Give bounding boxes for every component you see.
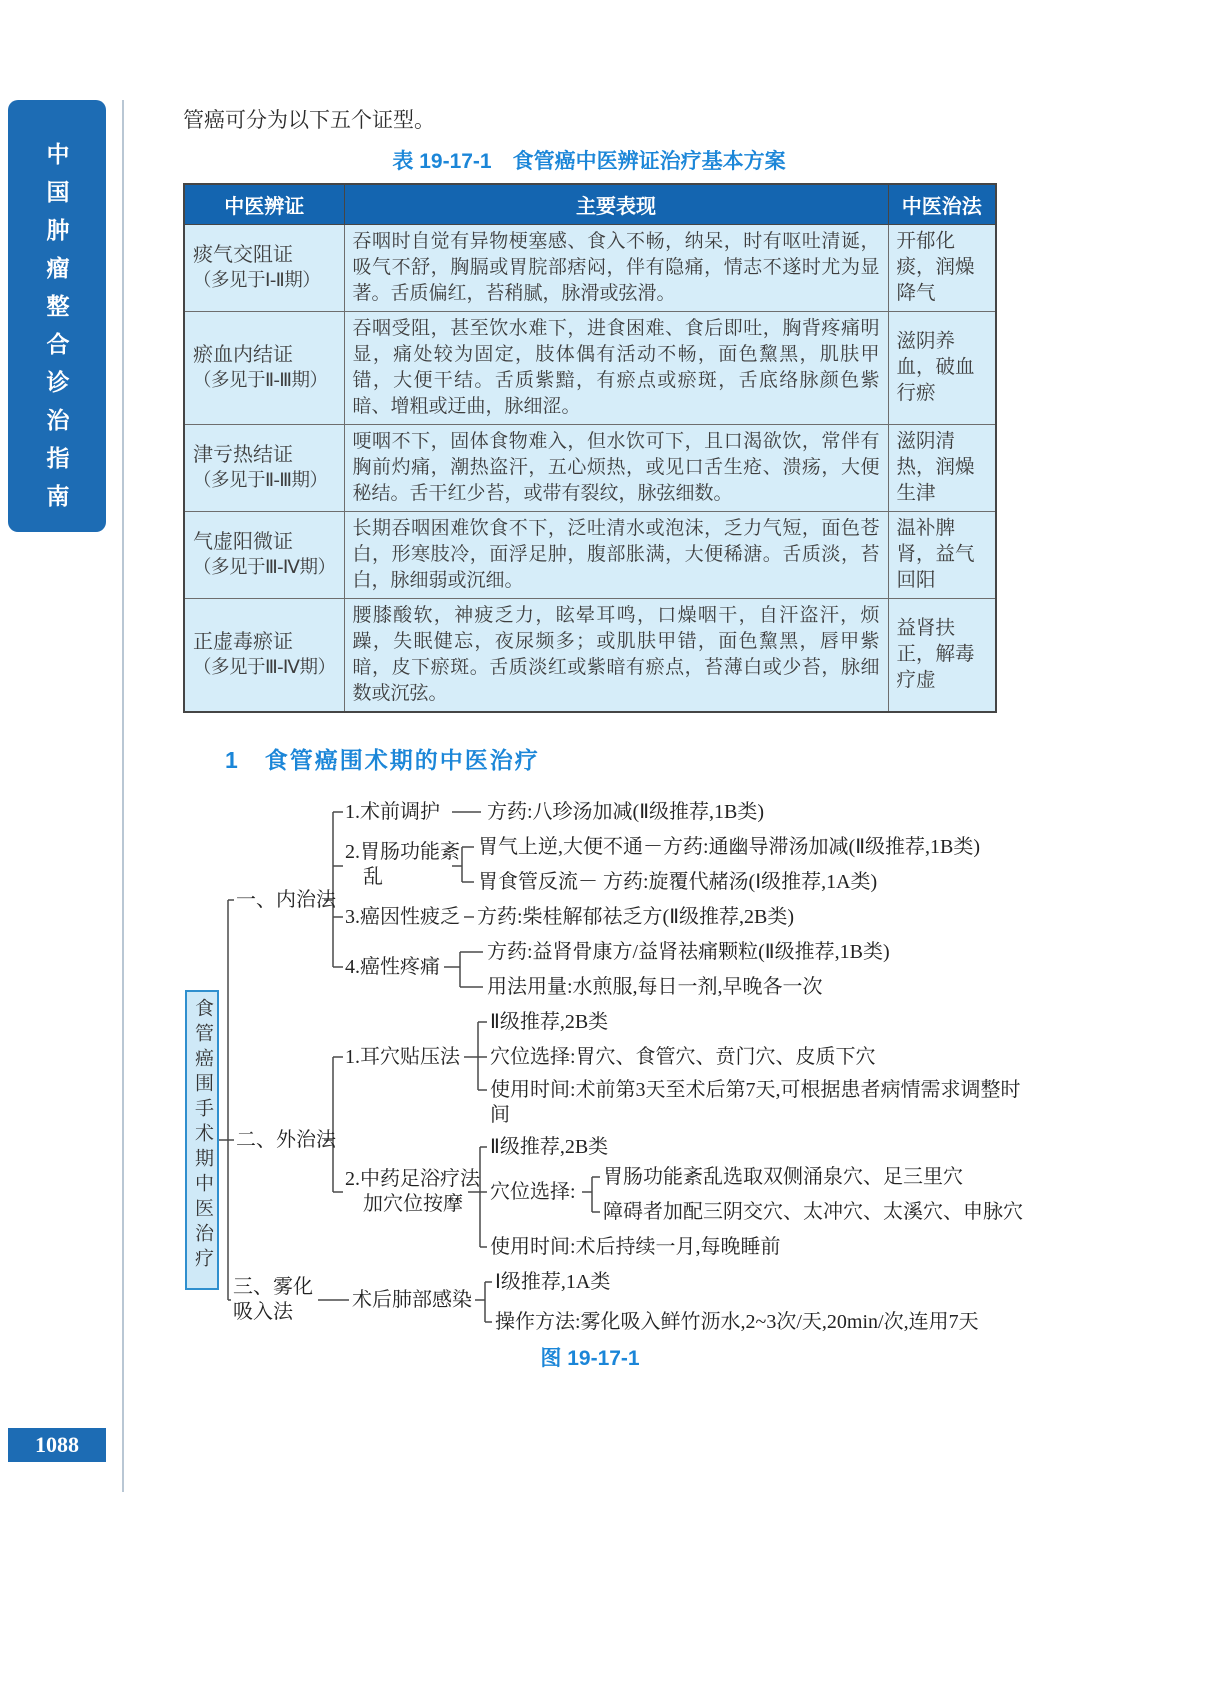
node-ear-points: 穴位选择:胃穴、食管穴、贲门穴、皮质下穴 [490,1046,876,1068]
treatment-cell: 开郁化痰，润燥降气 [888,225,996,312]
syndrome-cell [184,512,344,599]
syndrome-cell [184,425,344,512]
figure-root-label: 食管癌围手术期中医治疗 [192,998,213,1273]
syndrome-name: 气虚阳微证 [193,531,293,553]
node-pain-label: 4.癌性疼痛 [345,956,440,978]
table-header-row [184,184,996,225]
node-gi-detail-2: 胃食管反流－ 方药:旋覆代赭汤(Ⅰ级推荐,1A类) [478,871,878,893]
branch-external-label: 二、外治法 [236,1129,336,1151]
col-header-treatment: 中医治法 [888,184,996,225]
node-gi-detail-1: 胃气上逆,大便不通－方药:通幽导滞汤加减(Ⅱ级推荐,1B类) [478,836,981,858]
col-header-syndrome: 中医辨证 [184,184,344,225]
node-gi-label: 2.胃肠功能紊乱 [345,841,460,888]
syndrome-stage: （多见于Ⅱ-Ⅲ期） [193,471,328,491]
table-row [184,312,996,425]
node-foot-points-2: 障碍者加配三阴交穴、太冲穴、太溪穴、申脉穴 [603,1201,1023,1223]
figure-root-node [185,990,219,1290]
node-preop-detail: 方药:八珍汤加减(Ⅱ级推荐,1B类) [487,801,765,823]
node-pain-detail-1: 方药:益肾骨康方/益肾祛痛颗粒(Ⅱ级推荐,1B类) [487,941,890,963]
sidebar-book-title-band [8,100,106,532]
syndrome-cell [184,312,344,425]
treatment-cell: 滋阴养血，破血行瘀 [888,312,996,425]
tcm-syndrome-table [183,183,997,713]
node-foot-points-label: 穴位选择: [490,1181,576,1203]
node-foot-label: 2.中药足浴疗法加穴位按摩 [345,1168,480,1215]
manifestation-cell: 长期吞咽困难饮食不下，泛吐清水或泡沫，乏力气短，面色苍白，形寒肢冷，面浮足肿，腹部胀满，大便稀溏。舌质淡，苔白，脉细弱或沉细。 [344,512,888,599]
node-infection-label: 术后肺部感染 [352,1289,472,1311]
section-heading: 1 食管癌围术期的中医治疗 [225,747,540,773]
figure-caption: 图 19-17-1 [540,1347,640,1370]
node-foot-grade: Ⅱ级推荐,2B类 [490,1136,609,1158]
table-row [184,512,996,599]
manifestation-cell: 吞咽受阻，甚至饮水难下，进食困难、食后即吐，胸背疼痛明显，痛处较为固定，肢体偶有活动不畅，面色黧黑，肌肤甲错，大便干结。舌质紫黯，有瘀点或瘀斑，舌底络脉颜色紫暗、增粗或迂曲，脉细涩。 [344,312,888,425]
node-fatigue-detail: 方药:柴桂解郁祛乏方(Ⅱ级推荐,2B类) [477,906,795,928]
node-ear-grade: Ⅱ级推荐,2B类 [490,1011,609,1033]
manifestation-cell: 哽咽不下，固体食物难入，但水饮可下，且口渴欲饮，常伴有胸前灼痛，潮热盗汗，五心烦热，或见口舌生疮、溃疡，大便秘结。舌干红少苔，或带有裂纹，脉弦细数。 [344,425,888,512]
intro-paragraph: 管癌可分为以下五个证型。 [183,108,435,132]
syndrome-name: 瘀血内结证 [193,344,293,366]
node-fatigue-label: 3.癌因性疲乏 [345,906,460,928]
node-ear-time: 使用时间:术前第3天至术后第7天,可根据患者病情需求调整时间 [490,1079,1021,1126]
table-row [184,225,996,312]
syndrome-name: 痰气交阻证 [193,244,293,266]
syndrome-stage: （多见于Ⅲ-Ⅳ期） [193,558,336,578]
node-inhalation-grade: Ⅰ级推荐,1A类 [495,1271,611,1293]
table-title: 表 19-17-1 食管癌中医辨证治疗基本方案 [392,150,786,173]
manifestation-cell: 吞咽时自觉有异物梗塞感、食入不畅，纳呆，时有呕吐清诞，吸气不舒，胸膈或胃脘部痞闷，伴有隐痛，情志不遂时尤为显著。舌质偏红，苔稍腻，脉滑或弦滑。 [344,225,888,312]
node-ear-label: 1.耳穴贴压法 [345,1046,460,1068]
node-preop-label: 1.术前调护 [345,801,440,823]
syndrome-stage: （多见于Ⅲ-Ⅳ期） [193,658,336,678]
vertical-divider [122,100,124,1492]
syndrome-stage: （多见于Ⅰ-Ⅱ期） [193,271,321,291]
node-foot-time: 使用时间:术后持续一月,每晚睡前 [490,1236,781,1258]
syndrome-name: 津亏热结证 [193,444,293,466]
branch-internal-label: 一、内治法 [236,889,336,911]
treatment-cell: 益肾扶正，解毒疗虚 [888,599,996,713]
syndrome-stage: （多见于Ⅱ-Ⅲ期） [193,371,328,391]
book-title: 中国肿瘤整合诊治指南 [43,142,70,522]
node-pain-detail-2: 用法用量:水煎服,每日一剂,早晚各一次 [487,976,823,998]
node-inhalation-method: 操作方法:雾化吸入鲜竹沥水,2~3次/天,20min/次,连用7天 [495,1311,979,1333]
table-row [184,599,996,713]
treatment-cell: 温补脾肾，益气回阳 [888,512,996,599]
node-foot-points-1: 胃肠功能紊乱选取双侧涌泉穴、足三里穴 [603,1166,963,1188]
branch-inhalation-label: 三、雾化吸入法 [233,1276,313,1323]
treatment-cell: 滋阴清热，润燥生津 [888,425,996,512]
col-header-manifestation: 主要表现 [344,184,888,225]
syndrome-cell [184,225,344,312]
syndrome-name: 正虚毒瘀证 [193,631,293,653]
table-row [184,425,996,512]
manifestation-cell: 腰膝酸软，神疲乏力，眩晕耳鸣，口燥咽干，自汗盗汗，烦躁，失眠健忘，夜尿频多；或肌肤甲错，面色黧黑，唇甲紫暗，皮下瘀斑。舌质淡红或紫暗有瘀点，苔薄白或少苔，脉细数或沉弦。 [344,599,888,713]
syndrome-cell [184,599,344,713]
page-number: 1088 [8,1428,106,1462]
